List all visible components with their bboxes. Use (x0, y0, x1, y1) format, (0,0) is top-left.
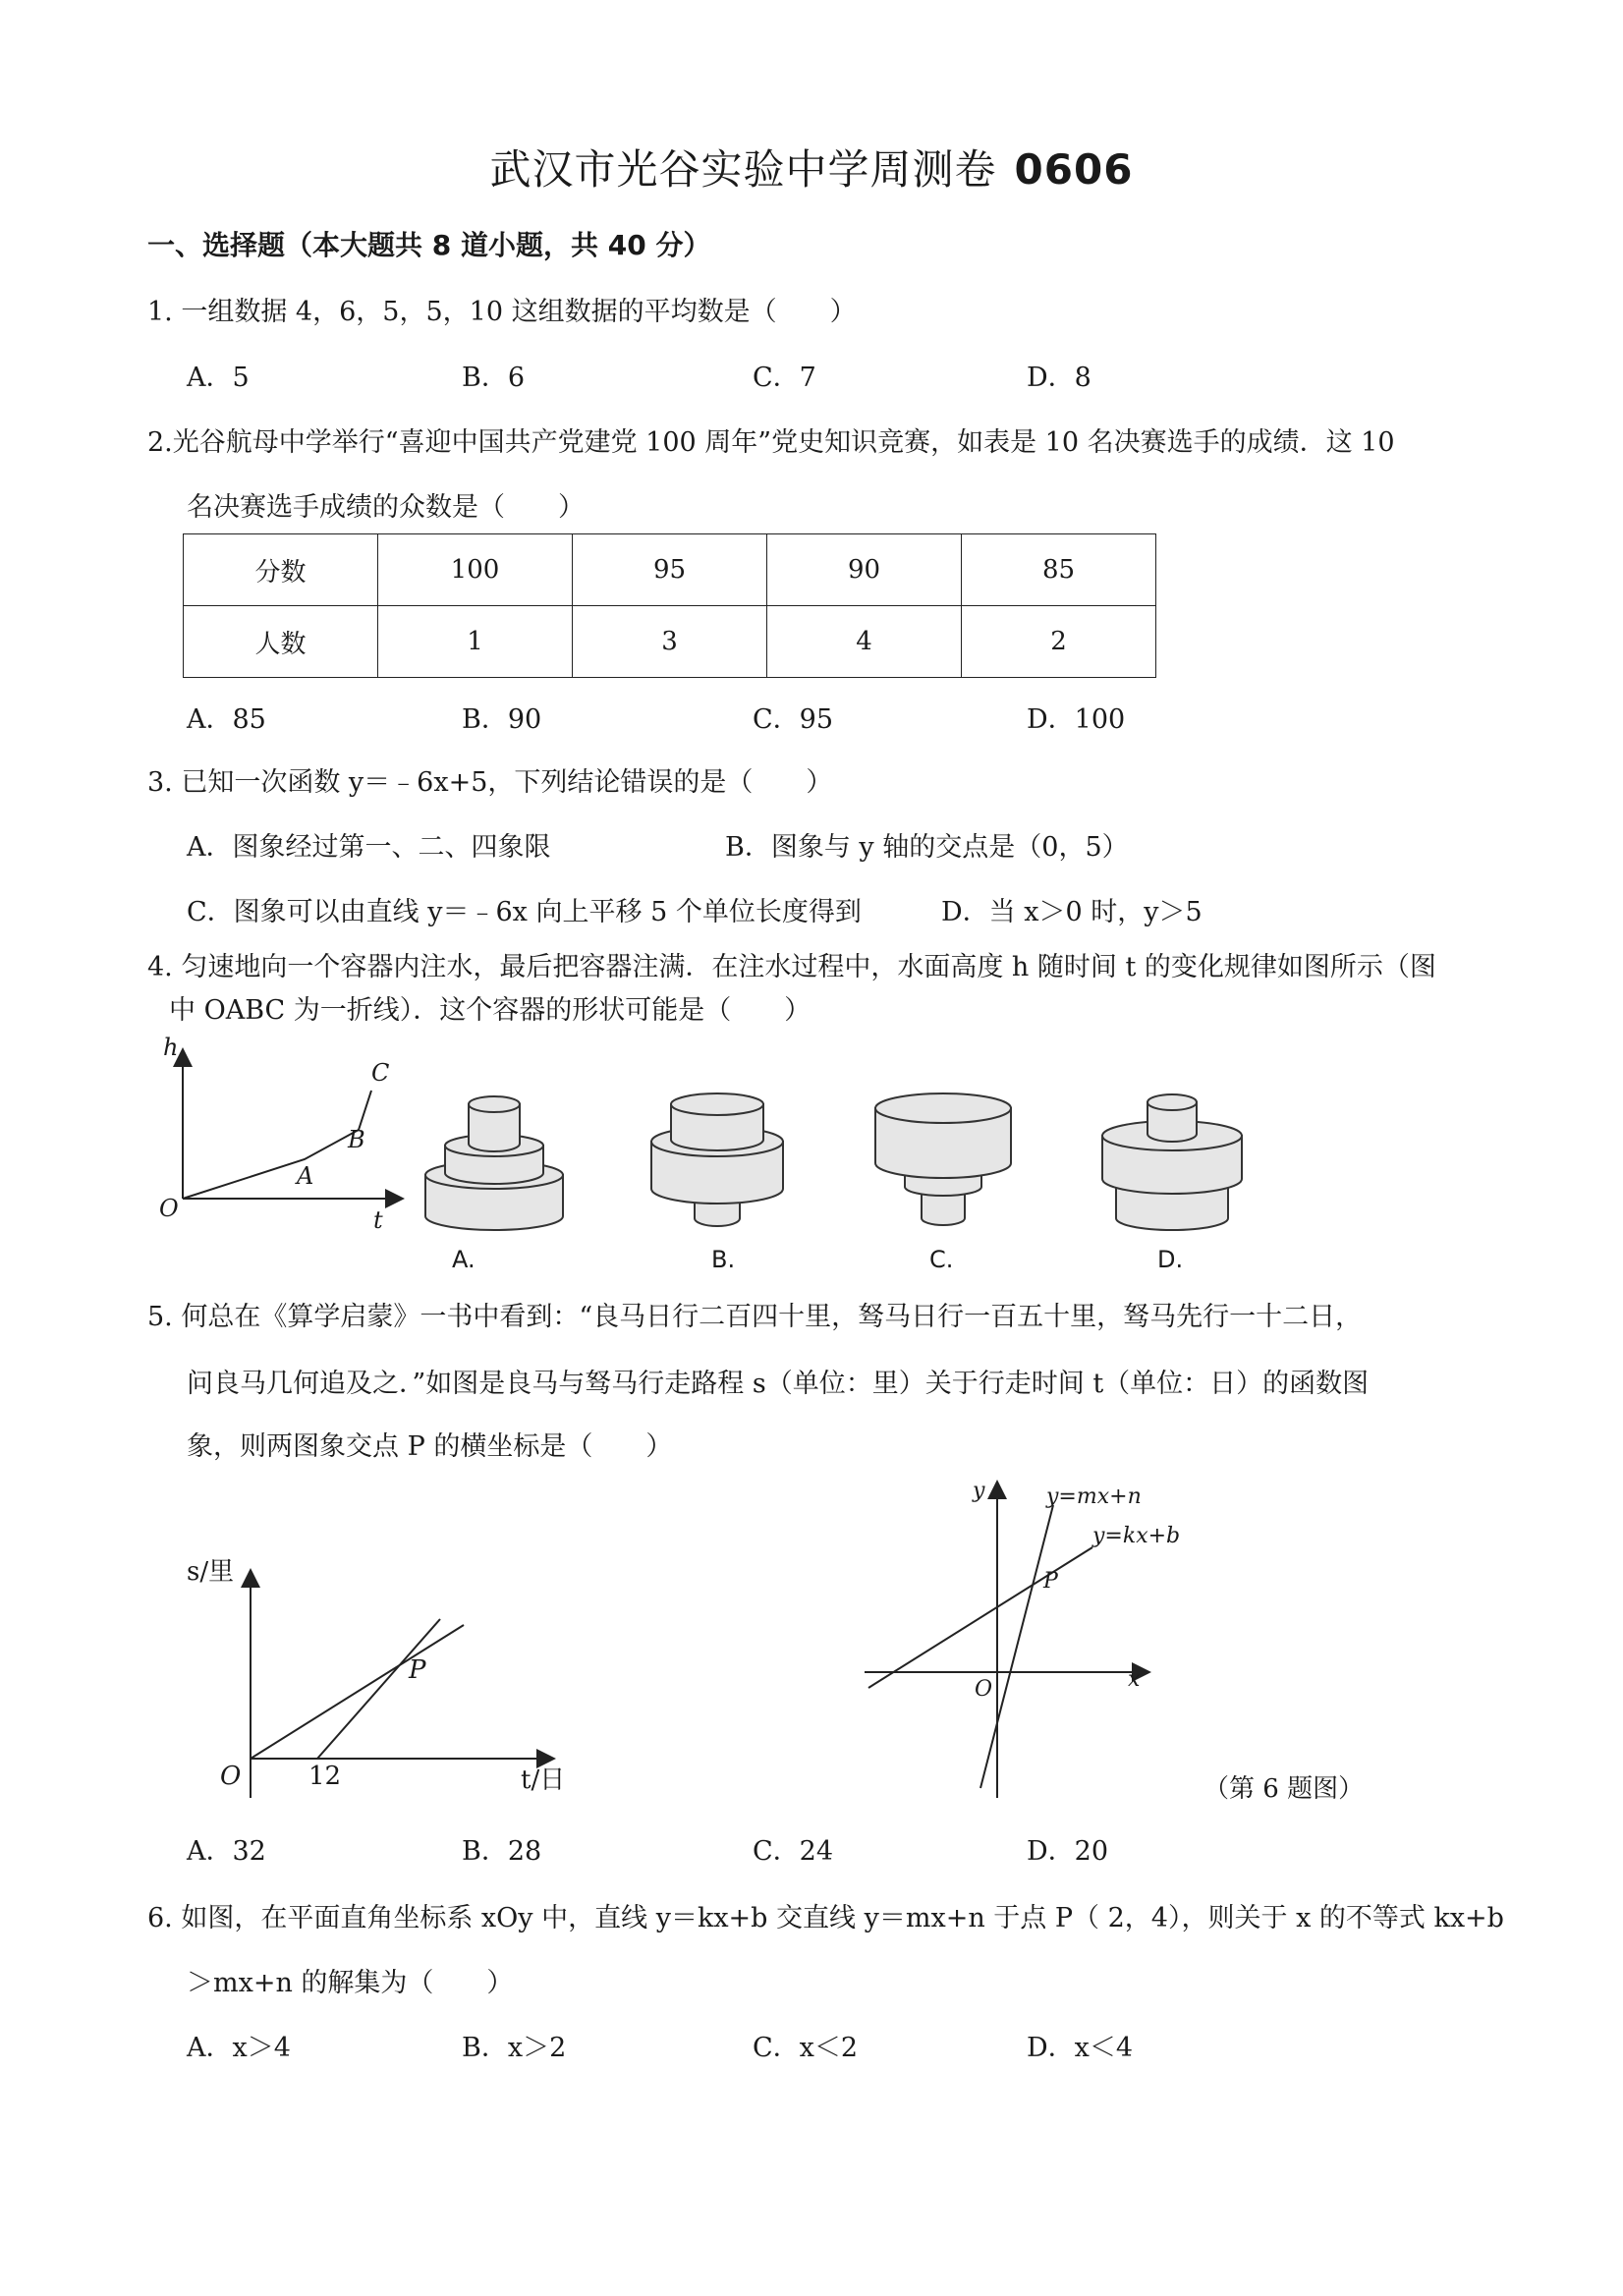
table-row (184, 534, 1156, 606)
q6-option-d[interactable]: D．x＜4 (1027, 2033, 1134, 2063)
container-b-label: B. (711, 1246, 736, 1273)
q1-option-a[interactable]: A．5 (187, 363, 250, 393)
q2-stem-line2: 名决赛选手成绩的众数是（ ） (187, 492, 585, 523)
q4-label-c: C (371, 1059, 390, 1087)
q6-line-mx-n (980, 1505, 1053, 1788)
q5-label-tick-12: 12 (308, 1762, 342, 1791)
q6-line-kx-b (868, 1547, 1092, 1688)
container-c-label: C. (929, 1246, 954, 1273)
q5-label-o: O (220, 1762, 242, 1791)
table-cell: 85 (962, 534, 1156, 606)
q5-option-a[interactable]: A．32 (187, 1836, 266, 1867)
q5-label-s: s/里 (187, 1557, 235, 1587)
table-cell: 3 (573, 606, 767, 678)
q6-stem-line1: 6. 如图，在平面直角坐标系 xOy 中，直线 y＝kx+b 交直线 y＝mx+n 于点 P（ 2，4），则关于 x 的不等式 kx+b (147, 1903, 1504, 1933)
q6-option-c[interactable]: C．x＜2 (753, 2033, 859, 2063)
container-d-image[interactable] (1098, 1089, 1246, 1236)
container-b-image[interactable] (644, 1091, 791, 1238)
score-table (183, 533, 1156, 678)
q6-label-line1: y=mx+n (1046, 1484, 1142, 1509)
q3-option-c[interactable]: C．图象可以由直线 y＝﹣6x 向上平移 5 个单位长度得到 (187, 897, 862, 927)
table-cell: 4 (767, 606, 962, 678)
q4-label-t: t (373, 1206, 383, 1234)
q2-option-d[interactable]: D．100 (1027, 704, 1126, 735)
q4-stem-line2: 中 OABC 为一折线）．这个容器的形状可能是（ ） (169, 995, 812, 1026)
container-d-label: D. (1157, 1246, 1184, 1273)
container-a-label: A. (452, 1246, 476, 1273)
q5-option-d[interactable]: D．20 (1027, 1836, 1109, 1867)
q3-stem: 3. 已知一次函数 y＝﹣6x+5，下列结论错误的是（ ） (147, 767, 833, 798)
q5-stem-line1: 5. 何总在《算学启蒙》一书中看到：“良马日行二百四十里，驽马日行一百五十里，驽马先行一十二日， (147, 1302, 1363, 1332)
q2-option-a[interactable]: A．85 (187, 704, 266, 735)
q2-option-b[interactable]: B．90 (462, 704, 542, 735)
table-cell: 95 (573, 534, 767, 606)
q6-label-o: O (975, 1677, 993, 1702)
q6-option-a[interactable]: A．x＞4 (187, 2033, 291, 2063)
q6-figure-caption: （第 6 题图） (1203, 1774, 1365, 1804)
q2-option-c[interactable]: C．95 (753, 704, 834, 735)
q3-option-b[interactable]: B．图象与 y 轴的交点是（0，5） (725, 832, 1129, 863)
q3-option-d[interactable]: D．当 x＞0 时，y＞5 (941, 897, 1203, 927)
q1-option-b[interactable]: B．6 (462, 363, 526, 393)
q5-distance-graph (177, 1542, 589, 1808)
q6-stem-line2: ＞mx+n 的解集为（ ） (187, 1968, 514, 1998)
title-code: 0606 (1014, 145, 1134, 194)
table-cell: 1 (378, 606, 573, 678)
q2-stem-line1: 2.光谷航母中学举行“喜迎中国共产党建党 100 周年”党史知识竞赛，如表是 10 名决赛选手的成绩．这 10 (147, 427, 1395, 458)
q6-label-x: x (1128, 1667, 1141, 1692)
q6-label-p: P (1043, 1569, 1058, 1594)
q5-stem-line2: 问良马几何追及之．”如图是良马与驽马行走路程 s（单位：里）关于行走时间 t（单位：日）的函数图 (187, 1369, 1370, 1399)
container-a-image[interactable] (420, 1089, 568, 1236)
title-main: 武汉市光谷实验中学周测卷 (489, 145, 997, 194)
table-cell: 90 (767, 534, 962, 606)
q5-option-c[interactable]: C．24 (753, 1836, 834, 1867)
section-heading: 一、选择题（本大题共 8 道小题，共 40 分） (147, 229, 711, 261)
q5-label-p: P (409, 1655, 426, 1685)
q5-option-b[interactable]: B．28 (462, 1836, 542, 1867)
q6-coordinate-graph (855, 1474, 1228, 1808)
q6-label-line2: y=kx+b (1092, 1524, 1181, 1548)
q1-option-d[interactable]: D．8 (1027, 363, 1091, 393)
table-row (184, 606, 1156, 678)
q3-option-a[interactable]: A．图象经过第一、二、四象限 (187, 832, 551, 863)
q4-label-h: h (163, 1034, 179, 1061)
page-title (0, 138, 1623, 196)
q1-option-c[interactable]: C．7 (753, 363, 816, 393)
table-cell: 人数 (184, 606, 378, 678)
table-cell: 分数 (184, 534, 378, 606)
q5-stem-line3: 象，则两图象交点 P 的横坐标是（ ） (187, 1431, 673, 1462)
q6-label-y: y (973, 1479, 985, 1503)
table-cell: 2 (962, 606, 1156, 678)
q5-line-fast-horse (317, 1619, 440, 1759)
q4-label-b: B (348, 1126, 365, 1153)
q4-label-a: A (297, 1162, 314, 1190)
q4-water-level-graph (147, 1032, 413, 1238)
q4-label-o: O (159, 1195, 179, 1222)
q5-label-t: t/日 (521, 1765, 566, 1795)
q1-stem: 1. 一组数据 4，6，5，5，10 这组数据的平均数是（ ） (147, 297, 857, 327)
q6-option-b[interactable]: B．x＞2 (462, 2033, 567, 2063)
q4-stem-line1: 4. 匀速地向一个容器内注水，最后把容器注满．在注水过程中，水面高度 h 随时间 t 的变化规律如图所示（图 (147, 952, 1436, 982)
container-c-image[interactable] (869, 1091, 1017, 1238)
table-cell: 100 (378, 534, 573, 606)
q5-line-slow-horse (251, 1625, 464, 1759)
q4-oabc-polyline (183, 1091, 371, 1199)
